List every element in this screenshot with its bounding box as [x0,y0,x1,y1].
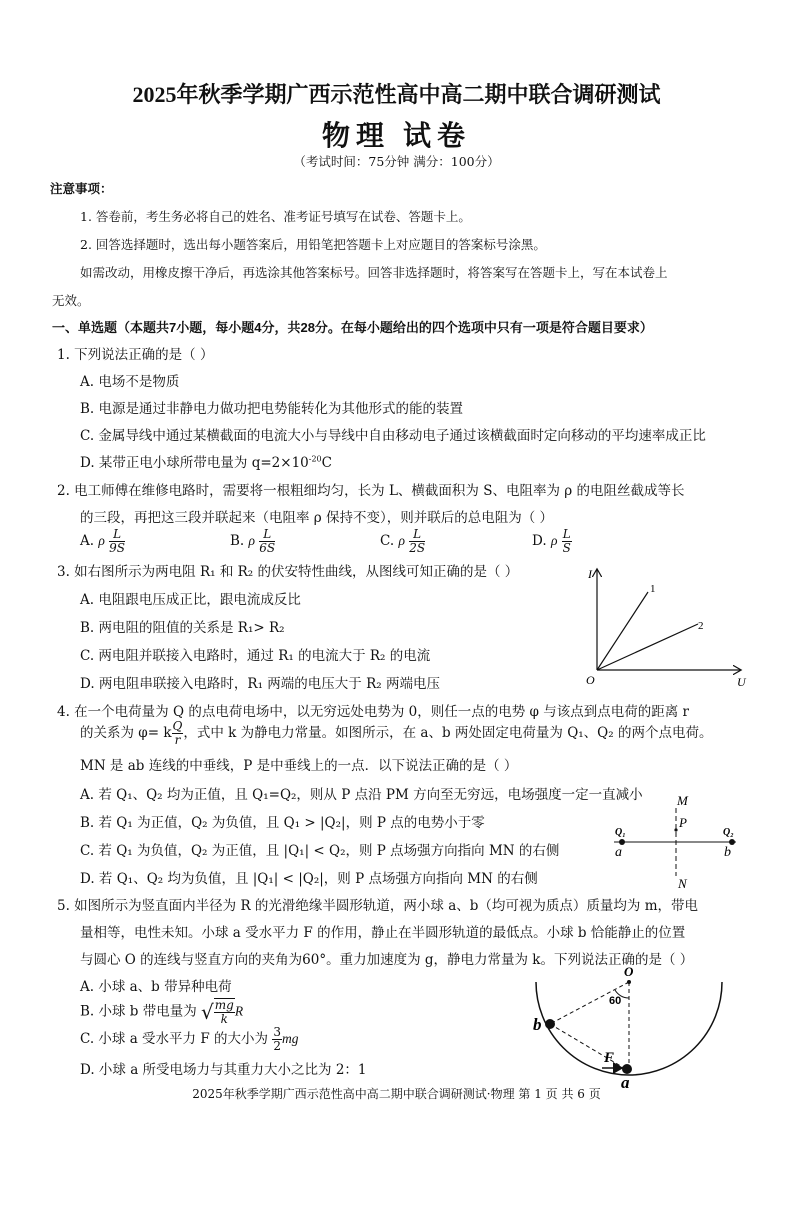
q4-option-c: C. 若 Q₁ 为负值，Q₂ 为正值，且 |Q₁| < Q₂，则 P 点场强方向指向 MN 的右侧 [80,843,560,859]
q2-option-d [532,528,572,555]
label-p: P [679,815,687,830]
q1-stem: 1. 下列说法正确的是（ ） [57,347,214,363]
y-axis-label: I [588,567,592,581]
q4-option-b: B. 若 Q₁ 为正值，Q₂ 为负值，且 Q₁ > |Q₂|，则 P 点的电势小于零 [80,815,485,831]
notice-item: 1. 答卷前，考生务必将自己的姓名、准考证号填写在试卷、答题卡上。 [80,209,471,224]
q2-option-b [230,528,275,555]
origin-label: O [586,673,595,687]
q5-option-b-sqrt: √ [201,1000,214,1024]
q2-option-c-coef: ρ [398,533,405,548]
q5-option-c-fraction [272,1026,282,1053]
q2-option-c-num: L [409,528,425,542]
q5-stem-line1: 5. 如图所示为竖直面内半径为 R 的光滑绝缘半圆形轨道，两小球 a、b（均可视为质点）质量均为 m，带电 [57,898,698,914]
label-b: b [724,845,731,860]
q2-option-a-label: A. [80,533,95,549]
q5-option-b [80,998,243,1026]
q4-option-d: D. 若 Q₁、Q₂ 均为负值，且 |Q₁| < |Q₂|，则 P 点场强方向指向 MN 的右侧 [80,871,538,887]
q2-option-d-num: L [562,527,571,541]
q4-formula-post: ，式中 k 为静电力常量。如图所示，在 a、b 两处固定电荷量为 Q₁、Q₂ 的两个点电荷。 [183,725,713,741]
iv-characteristic-graph [580,562,750,692]
q2-option-b-den: 6S [259,541,276,555]
q4-formula-den: r [174,733,181,747]
q2-option-c [380,528,425,555]
q2-options [80,528,600,558]
q2-option-d-fraction [562,528,572,555]
q2-option-b-fraction [259,528,275,555]
page-footer: 2025年秋季学期广西示范性高中高二期中联合调研测试·物理 第 1 页 共 6 页 [192,1087,601,1101]
q5-option-c [80,1026,298,1053]
q2-option-a-num: L [109,528,125,542]
q5-option-b-fraction [214,998,235,1026]
q5-option-c-mg: mg [281,1031,299,1046]
q2-option-d-coef: ρ [550,533,558,548]
label-m: M [677,793,688,808]
time-info: （考试时间：75分钟 满分：100分） [293,154,500,169]
q2-option-b-num: L [259,528,275,542]
q1-option-d-text: D. 某带正电小球所带电量为 q=2×10 [80,455,309,471]
q5-stem-line3: 与圆心 O 的连线与竖直方向的夹角为60°。重力加速度为 g，静电力常量为 k。下列说法正确的是（ ） [80,952,694,968]
q2-option-a-coef: ρ [98,533,105,548]
label-n: N [678,876,687,890]
point-p [674,828,677,831]
notice-item: 如需改动，用橡皮擦干净后，再选涂其他答案标号。回答非选择题时，将答案写在答题卡上，写在本试卷上 [80,265,668,280]
q4-stem-line1: 4. 在一个电荷量为 Q 的点电荷电场中，以无穷远处电势为 0，则任一点的电势 φ 与该点到点电荷的距离 r [57,704,689,720]
q1-option-d [80,451,332,471]
q2-option-b-coef: ρ [248,533,255,548]
notice-item: 无效。 [52,293,90,308]
q2-stem-line2: 的三段，再把这三段并联起来（电阻率 ρ 保持不变），则并联后的总电阻为（ ） [80,510,554,526]
q2-option-a-den: 9S [109,541,125,555]
q1-option-a: A. 电场不是物质 [80,374,180,390]
q2-option-b-label: B. [230,533,245,549]
q5-option-c-text: C. 小球 a 受水平力 F 的大小为 [80,1031,269,1047]
label-angle: 60 [609,995,622,1007]
q2-stem-line1: 2. 电工师傅在维修电路时，需要将一根粗细均匀，长为 L、横截面积为 S、电阻率为 ρ 的电阻丝截成等长 [57,483,685,499]
q2-option-c-label: C. [380,533,395,549]
x-axis-label: U [737,675,746,689]
q3-option-a: A. 电阻跟电压成正比，跟电流成反比 [80,592,301,608]
q3-option-d: D. 两电阻串联接入电路时，R₁ 两端的电压大于 R₂ 两端电压 [80,676,440,692]
q5-option-d: D. 小球 a 所受电场力与其重力大小之比为 2：1 [80,1062,367,1078]
point-charges-figure [608,790,743,890]
q2-option-a [80,528,125,555]
label-a: a [615,845,622,860]
q5-option-b-text: B. 小球 b 带电量为 [80,1003,197,1020]
q4-option-a: A. 若 Q₁、Q₂ 均为正值，且 Q₁=Q₂，则从 P 点沿 PM 方向至无穷远，电场强度一定一直减小 [80,787,643,803]
label-o: O [624,964,634,979]
label-f: F [604,1050,615,1066]
q5-option-b-r: R [234,1003,244,1019]
subject-title: 物理 试卷 [321,121,471,152]
label-a: a [621,1073,630,1090]
q4-formula-num: Q [172,719,183,733]
ball-b [545,1019,555,1029]
q2-option-c-fraction [409,528,425,555]
q5-option-c-num: 3 [273,1025,281,1039]
q1-option-c: C. 金属导线中通过某横截面的电流大小与导线中自由移动电子通过该横截面时定向移动的平均速率成正比 [80,428,706,444]
q3-option-c: C. 两电阻并联接入电路时，通过 R₁ 的电流大于 R₂ 的电流 [80,648,431,664]
center-o [627,980,631,984]
q2-option-a-fraction [109,528,125,555]
q5-stem-line2: 量相等，电性未知。小球 a 受水平力 F 的作用，静止在半圆形轨道的最低点。小球 b 恰能静止的位置 [80,925,686,941]
label-b: b [533,1015,542,1034]
q1-option-d-unit: C [321,455,332,471]
q4-stem-line3: MN 是 ab 连线的中垂线，P 是中垂线上的一点．以下说法正确的是（ ） [80,758,518,774]
q1-option-b: B. 电源是通过非静电力做功把电势能转化为其他形式的能的装置 [80,401,464,417]
line2-label: 2 [698,620,704,632]
notice-heading: 注意事项： [50,182,113,196]
label-q2: Q₂ [723,827,734,838]
q1-option-d-exponent: -20 [308,454,322,464]
q2-option-d-den: S [562,541,571,555]
q4-formula-fraction [172,720,184,747]
q5-option-c-den: 2 [273,1039,281,1053]
line1-label: 1 [650,583,656,595]
section-heading: 一、单选题（本题共7小题，每小题4分，共28分。在每小题给出的四个选项中只有一项是符合题目要求） [52,320,653,335]
q3-stem: 3. 如右图所示为两电阻 R₁ 和 R₂ 的伏安特性曲线，从图线可知正确的是（ ） [57,564,519,580]
q5-option-a: A. 小球 a、b 带异种电荷 [80,979,232,995]
q5-option-b-num: mg [214,998,234,1012]
semicircle-track-figure [520,964,725,1090]
q4-formula-pre: 的关系为 φ= k [80,725,172,741]
q5-option-b-den: k [220,1012,228,1026]
q2-option-c-den: 2S [409,541,426,555]
q2-option-d-label: D. [532,533,547,549]
exam-title: 2025年秋季学期广西示范性高中高二期中联合调研测试 [132,82,661,107]
label-q1: Q₁ [615,827,626,838]
notice-item: 2. 回答选择题时，选出每小题答案后，用铅笔把答题卡上对应题目的答案标号涂黑。 [80,237,546,252]
q4-stem-line2 [80,720,712,747]
q3-option-b: B. 两电阻的阻值的关系是 R₁> R₂ [80,620,285,636]
